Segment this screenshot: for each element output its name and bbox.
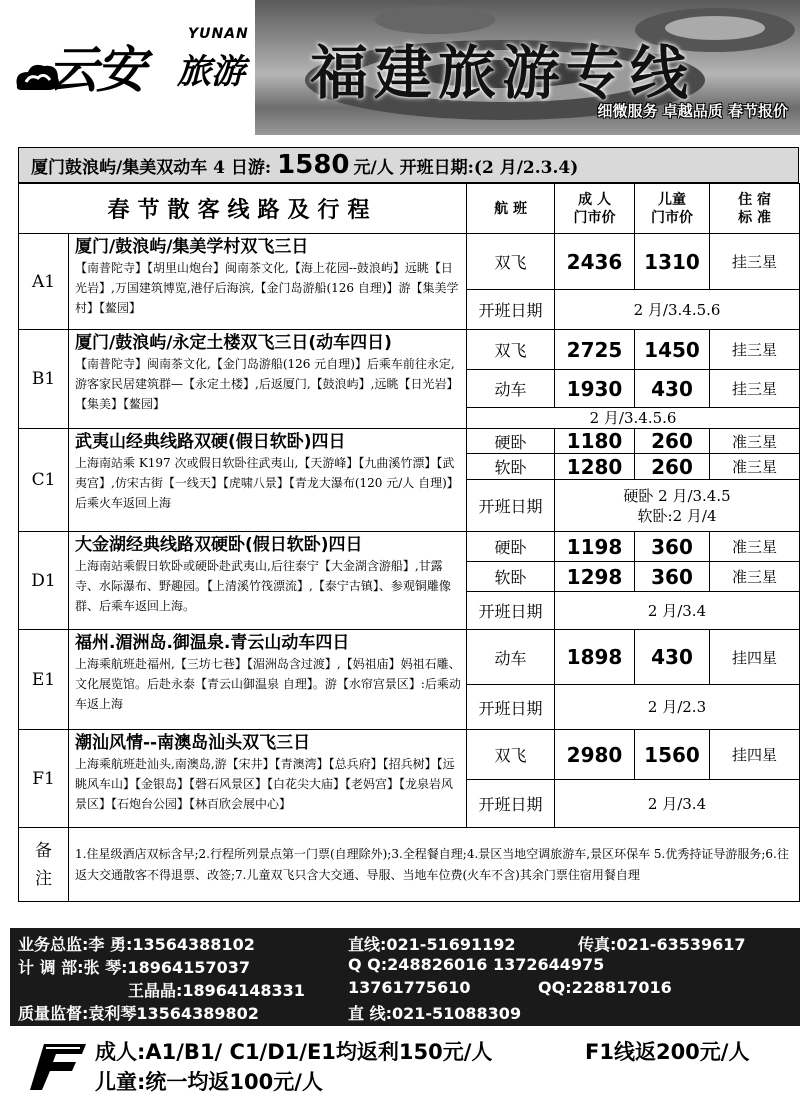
- child-price: 260: [635, 429, 710, 454]
- logo-tour: 旅游: [177, 52, 245, 92]
- child-price: 1310: [635, 234, 710, 290]
- contact-quality: 质量监督:袁利琴13564389802: [18, 1004, 259, 1023]
- page-title: 福建旅游专线: [310, 39, 695, 107]
- table-row: [19, 532, 800, 562]
- contact-planner-2: 王晶晶:18964148331: [128, 981, 305, 1000]
- adult-price: 1298: [555, 562, 635, 592]
- footer: [0, 1030, 800, 1100]
- route-title: 福州.湄洲岛.御温泉.青云山动车四日: [75, 633, 350, 653]
- route-info: [69, 234, 467, 330]
- dates-label: 开班日期: [467, 290, 555, 330]
- flight-type: 软卧: [467, 454, 555, 480]
- route-desc: 上海乘航班赴汕头,南澳岛,游【宋井】【青澳湾】【总兵府】【招兵树】【远眺风车山】【金银岛】【磬石风景区】【白花尖大庙】【老妈宫】【龙泉岩风景区】【石炮台公园】【林百欣会展中心】: [75, 757, 455, 811]
- route-info: [69, 730, 467, 828]
- page-subtitle: 细微服务 卓越品质 春节报价: [597, 102, 788, 120]
- route-title: 大金湖经典线路双硬卧(假日软卧)四日: [75, 535, 363, 555]
- child-price: 260: [635, 454, 710, 480]
- departure-dates: 硬卧 2 月/3.4.5 软卧:2 月/4: [555, 480, 800, 532]
- route-title: 武夷山经典线路双硬(假日软卧)四日: [75, 432, 346, 452]
- route-desc: 上海南站乘 K197 次或假日软卧往武夷山,【天游峰】【九曲溪竹漂】【武夷宫】,仿宋古街【一线天】【虎啸八景】【青龙大瀑布(120 元/人 自理)】后乘火车返回上海: [75, 456, 459, 510]
- departure-dates: 2 月/3.4: [555, 780, 800, 828]
- summary-bar: [18, 147, 799, 183]
- route-info: [69, 429, 467, 532]
- adult-price: 1898: [555, 630, 635, 685]
- notes-text: 1.住星级酒店双标含早;2.行程所列景点第一门票(自理除外);3.全程餐自理;4.景区当地空调旅游车,景区环保车 5.优秀持证导游服务;6.往返大交通散客不得退票、改签;7.儿童双飞只含大交通、导服、当地车位费(火车不含)其余门票住宿用餐自理: [69, 828, 800, 902]
- departure-dates: 2 月/3.4.5.6: [555, 290, 800, 330]
- child-price: 360: [635, 532, 710, 562]
- header: [0, 0, 800, 140]
- hotel-standard: 挂四星: [710, 630, 800, 685]
- price-sheet: [18, 147, 799, 902]
- adult-price: 1930: [555, 370, 635, 408]
- adult-price: 2725: [555, 330, 635, 370]
- table-row: [19, 429, 800, 454]
- route-title: 厦门/鼓浪屿/永定土楼双飞三日(动车四日): [75, 333, 392, 353]
- dates-label: 开班日期: [467, 780, 555, 828]
- route-info: [69, 330, 467, 429]
- table-row: [19, 630, 800, 685]
- hotel-standard: 准三星: [710, 532, 800, 562]
- route-code: C1: [19, 429, 69, 532]
- departure-dates: 2 月/2.3: [555, 685, 800, 730]
- contact-row: [18, 932, 792, 955]
- flight-type: 双飞: [467, 730, 555, 780]
- contact-row: [18, 1001, 792, 1024]
- table-row: [19, 330, 800, 370]
- dates-label: 开班日期: [467, 480, 555, 532]
- footer-child-rebate: 儿童:统一均返100元/人: [95, 1070, 323, 1094]
- route-desc: 【南普陀寺】闽南茶文化,【金门岛游船(126 元自理)】后乘车前往永定,游客家民居建筑群—【永定土楼】,后返厦门,【鼓浪屿】,远眺【日光岩】【集美】【鳌园】: [75, 357, 459, 411]
- notes-label: 备 注: [19, 828, 69, 902]
- contact-panel: [10, 928, 800, 1026]
- route-code: E1: [19, 630, 69, 730]
- route-code: A1: [19, 234, 69, 330]
- notes-row: [19, 828, 800, 902]
- departure-dates: 2 月/3.4.5.6: [467, 408, 800, 429]
- flight-type: 双飞: [467, 330, 555, 370]
- child-price: 1560: [635, 730, 710, 780]
- departure-dates: 2 月/3.4: [555, 592, 800, 630]
- dates-label: 开班日期: [467, 592, 555, 630]
- flight-type: 动车: [467, 370, 555, 408]
- contact-sales-director: 业务总监:李 勇:13564388102: [18, 935, 255, 954]
- table-row: [19, 234, 800, 290]
- table-header-row: [19, 184, 800, 234]
- summary-route: 厦门鼓浪屿/集美双动车 4 日游:: [31, 157, 272, 178]
- route-table: [18, 183, 800, 902]
- hotel-standard: 挂四星: [710, 730, 800, 780]
- footer-adult-rebate: 成人:A1/B1/ C1/D1/E1均返利150元/人: [95, 1040, 493, 1064]
- contact-row: [18, 955, 792, 978]
- logo-chinese: 云安: [48, 41, 144, 99]
- contact-row: [18, 978, 792, 1001]
- contact-planning: 计 调 部:张 琴:18964157037: [18, 958, 250, 977]
- yunan-logo: [12, 18, 262, 113]
- adult-price: 1280: [555, 454, 635, 480]
- adult-price: 2980: [555, 730, 635, 780]
- summary-unit: 元/人 开班日期:(2 月/2.3.4): [353, 157, 579, 178]
- route-info: [69, 630, 467, 730]
- header-routes: 春节散客线路及行程: [19, 184, 467, 234]
- child-price: 360: [635, 562, 710, 592]
- flight-type: 双飞: [467, 234, 555, 290]
- header-stay: 住 宿 标 准: [710, 184, 800, 234]
- route-title: 厦门/鼓浪屿/集美学村双飞三日: [75, 237, 309, 257]
- route-code: F1: [19, 730, 69, 828]
- header-adult: 成 人 门市价: [555, 184, 635, 234]
- contact-fax: 传真:021-63539617: [578, 935, 746, 954]
- child-price: 430: [635, 630, 710, 685]
- logo-english: YUNAN: [188, 26, 249, 42]
- hotel-standard: 准三星: [710, 562, 800, 592]
- flight-type: 动车: [467, 630, 555, 685]
- route-desc: 上海乘航班赴福州,【三坊七巷】【湄洲岛含过渡】,【妈祖庙】妈祖石雕、文化展览馆。后赴永泰【青云山御温泉 自理】。游【水帘宫景区】:后乘动车返上海: [75, 657, 461, 711]
- hotel-standard: 准三星: [710, 429, 800, 454]
- adult-price: 1180: [555, 429, 635, 454]
- summary-price: 1580: [277, 150, 350, 180]
- hotel-standard: 挂三星: [710, 330, 800, 370]
- adult-price: 2436: [555, 234, 635, 290]
- contact-mobile: 13761775610: [348, 978, 471, 997]
- route-code: B1: [19, 330, 69, 429]
- hotel-standard: 挂三星: [710, 370, 800, 408]
- header-flight: 航 班: [467, 184, 555, 234]
- contact-direct-line: 直线:021-51691192: [348, 935, 516, 954]
- child-price: 430: [635, 370, 710, 408]
- route-desc: 上海南站乘假日软卧或硬卧赴武夷山,后往泰宁【大金湖含游船】,甘露寺、水际瀑布、野趣园。【上清溪竹筏漂流】,【泰宁古镇】、参观铜雕像群、后乘车返回上海。: [75, 559, 451, 613]
- dates-label: 开班日期: [467, 685, 555, 730]
- header-child: 儿童 门市价: [635, 184, 710, 234]
- adult-price: 1198: [555, 532, 635, 562]
- contact-qq-2: QQ:228817016: [538, 978, 672, 997]
- footer-f1-rebate: F1线返200元/人: [585, 1040, 750, 1064]
- flight-type: 硬卧: [467, 532, 555, 562]
- route-title: 潮汕风情--南澳岛汕头双飞三日: [75, 733, 311, 753]
- child-price: 1450: [635, 330, 710, 370]
- hotel-standard: 准三星: [710, 454, 800, 480]
- route-info: [69, 532, 467, 630]
- flight-type: 软卧: [467, 562, 555, 592]
- contact-qq: Q Q:248826016 1372644975: [348, 955, 605, 974]
- flight-type: 硬卧: [467, 429, 555, 454]
- route-desc: 【南普陀寺】【胡里山炮台】闽南茶文化,【海上花园--鼓浪屿】远眺【日光岩】,万国建筑博览,港仔后海滨,【金门岛游船(126 自理)】游【集美学村】【鳌园】: [75, 261, 459, 315]
- hotel-standard: 挂三星: [710, 234, 800, 290]
- f-logo-icon: [30, 1038, 88, 1092]
- table-row: [19, 730, 800, 780]
- contact-quality-line: 直 线:021-51088309: [348, 1004, 522, 1023]
- route-code: D1: [19, 532, 69, 630]
